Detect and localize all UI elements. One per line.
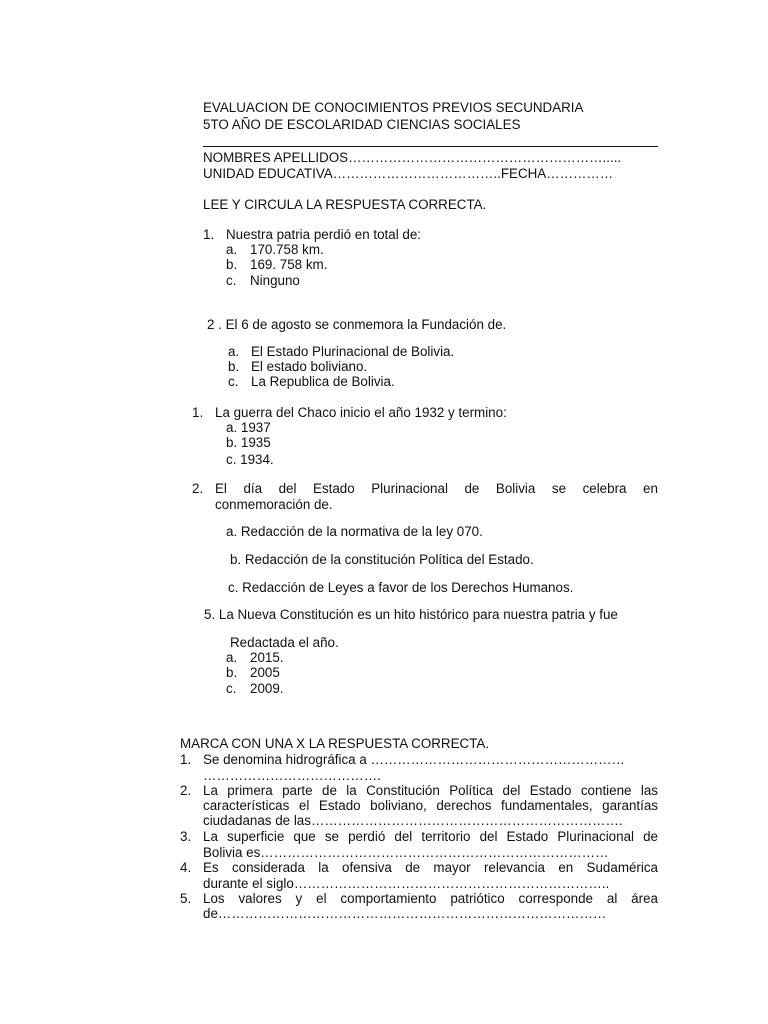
q5-text: 5. La Nueva Constitución es un hito histórico para nuestra patria y fue <box>204 607 618 622</box>
q4-word: celebra <box>582 481 627 496</box>
q4-text <box>215 481 658 497</box>
q4-word: Estado <box>313 481 355 496</box>
fill-item-2-blank[interactable]: ciudadanas de las……………………………………………………………. <box>203 813 623 828</box>
fill-item-3: La superficie que se perdió del territorio del Estado Plurinacional de <box>203 829 658 844</box>
fill-item-1-cont[interactable]: …………………………………. <box>203 768 381 783</box>
q1-text: Nuestra patria perdió en total de: <box>226 227 422 242</box>
fill-item-2-number: 2. <box>180 783 192 798</box>
fill-item-1[interactable]: Se denomina hidrográfica a ………………………………………………… <box>203 752 625 767</box>
q4-word: se <box>551 481 567 496</box>
fill-item-2-cont: características el Estado boliviano, derechos fundamentales, garantías <box>203 798 658 813</box>
q1-number: 1. <box>203 227 215 242</box>
q4-word: en <box>643 481 658 496</box>
q5-option-b[interactable]: 2005 <box>250 665 280 680</box>
q1-option-c[interactable]: Ninguno <box>250 273 300 288</box>
q2-option-a-letter: a. <box>228 344 240 359</box>
section1-title: LEE Y CIRCULA LA RESPUESTA CORRECTA. <box>203 197 487 212</box>
q5-text-cont: Redactada el año. <box>230 635 339 650</box>
q1-option-c-letter: c. <box>226 273 237 288</box>
q5-option-a-letter: a. <box>226 650 238 665</box>
fill-item-1-number: 1. <box>180 752 192 767</box>
q4-option-b[interactable]: b. Redacción de la constitución Política del Estado. <box>230 552 534 567</box>
fill-item-2: La primera parte de la Constitución Política del Estado contiene las <box>203 783 658 798</box>
q1-option-b[interactable]: 169. 758 km. <box>250 257 328 272</box>
q3-option-b[interactable]: b. 1935 <box>226 435 271 450</box>
q5-option-b-letter: b. <box>226 665 238 680</box>
q1-option-b-letter: b. <box>226 257 238 272</box>
school-date-field[interactable]: UNIDAD EDUCATIVA………………………………..FECHA…………… <box>203 166 614 181</box>
q4-text-cont: conmemoración de. <box>215 497 333 512</box>
q5-option-c-letter: c. <box>226 681 237 696</box>
exam-title: EVALUACION DE CONOCIMIENTOS PREVIOS SECUNDARIA <box>203 100 584 115</box>
q4-word: Plurinacional <box>371 481 448 496</box>
header-divider <box>203 146 658 147</box>
fill-item-3-number: 3. <box>180 829 192 844</box>
fill-item-5: Los valores y el comportamiento patriótico corresponde al área <box>203 891 658 906</box>
fill-item-3-blank[interactable]: Bolivia es…………………………………………………………………… <box>203 845 609 860</box>
q2-option-b-letter: b. <box>228 359 240 374</box>
q3-option-c[interactable]: c. 1934. <box>226 452 274 467</box>
q4-option-c[interactable]: c. Redacción de Leyes a favor de los Derechos Humanos. <box>228 580 574 595</box>
q4-option-a[interactable]: a. Redacción de la normativa de la ley 070. <box>226 524 483 539</box>
q3-number: 1. <box>192 405 204 420</box>
q3-option-a[interactable]: a. 1937 <box>226 420 271 435</box>
q2-option-c[interactable]: La Republica de Bolivia. <box>251 374 395 389</box>
q4-word: del <box>278 481 297 496</box>
q5-option-c[interactable]: 2009. <box>250 681 284 696</box>
q4-word: El <box>215 481 227 496</box>
q5-option-a[interactable]: 2015. <box>250 650 284 665</box>
q4-word: día <box>243 481 263 496</box>
q2-option-b[interactable]: El estado boliviano. <box>251 359 368 374</box>
q2-option-a[interactable]: El Estado Plurinacional de Bolivia. <box>251 344 455 359</box>
fill-item-4: Es considerada la ofensiva de mayor relevancia en Sudamérica <box>203 860 658 875</box>
fill-item-4-blank[interactable]: durante el siglo…………………………………………………………….. <box>203 876 610 891</box>
fill-item-4-number: 4. <box>180 860 192 875</box>
q4-number: 2. <box>192 481 204 496</box>
q1-option-a-letter: a. <box>226 242 238 257</box>
q4-word: Bolivia <box>495 481 536 496</box>
q2-text: 2 . El 6 de agosto se conmemora la Fundación de. <box>207 317 507 332</box>
names-field[interactable]: NOMBRES APELLIDOS…………………………………………………..... <box>203 150 622 165</box>
fill-item-5-blank[interactable]: de…………………………………………………………………………… <box>203 906 607 921</box>
q2-option-c-letter: c. <box>228 374 239 389</box>
exam-subtitle: 5TO AÑO DE ESCOLARIDAD CIENCIAS SOCIALES <box>203 117 521 132</box>
q4-word: de <box>464 481 480 496</box>
fill-item-5-number: 5. <box>180 891 192 906</box>
q1-option-a[interactable]: 170.758 km. <box>250 242 324 257</box>
q3-text: La guerra del Chaco inicio el año 1932 y termino: <box>215 405 507 420</box>
section2-title: MARCA CON UNA X LA RESPUESTA CORRECTA. <box>180 736 490 751</box>
